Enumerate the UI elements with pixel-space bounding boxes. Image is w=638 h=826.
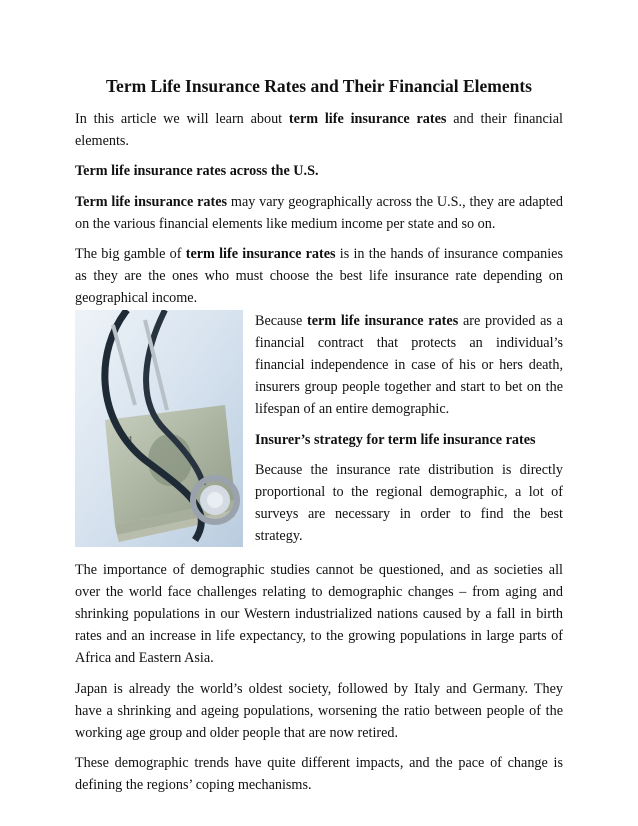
geography-text: may vary geographically across the U.S., they are adapted on the various financial elements like medium income per state and so on. — [75, 193, 563, 232]
contract-keyword: term life insurance rates — [306, 312, 459, 329]
intro-keyword: term life insurance rates — [288, 111, 447, 127]
svg-text:1: 1 — [127, 433, 134, 449]
section-heading-us — [75, 160, 563, 182]
trends-paragraph: These demographic trends have quite different impacts, and the pace of change is defining the regions’ coping mechanisms. — [75, 755, 563, 794]
gamble-keyword: term life insurance rates — [185, 246, 336, 263]
section-heading-us-text: Term life insurance rates across the U.S. — [75, 163, 319, 180]
page-title: Term Life Insurance Rates and Their Financial Elements — [105, 76, 532, 96]
section-heading-strategy-text: Insurer’s strategy for term life insurance rates — [255, 431, 536, 448]
stethoscope-illustration — [75, 310, 243, 547]
contract-text: Because — [255, 312, 307, 329]
japan-paragraph: Japan is already the world’s oldest society, followed by Italy and Germany. They have a shrinking and ageing populations, worsening the ratio between people of the working age group and older people that are now retired. — [75, 680, 563, 742]
gamble-paragraph — [75, 243, 563, 310]
distribution-paragraph: Because the insurance rate distribution is directly proportional to the regional demographic, a lot of surveys are necessary in order to find the best strategy. — [255, 461, 563, 545]
demographic-paragraph: The importance of demographic studies cannot be questioned, and as societies all over the world face challenges relating to demographic changes – from aging and shrinking populations in our Western industrialized nations caused by a fall in birth rates and an increase in life expectancy, to the growing populations in large parts of Africa and Eastern Asia. — [75, 561, 563, 667]
stethoscope-money-photo — [75, 310, 243, 547]
gamble-text: The big gamble of — [75, 246, 186, 263]
intro-text: In this article we will learn about — [75, 111, 289, 127]
intro-paragraph — [75, 108, 563, 152]
intro-text-end: and their financial elements. — [75, 111, 563, 150]
contract-text-end: are provided as a financial contract that protects an individual’s financial independence in case of his or hers death, insurers group people together and start to bet on the lifespan of an entire demographic. — [255, 312, 563, 418]
geography-keyword: Term life insurance rates — [75, 193, 228, 210]
geography-paragraph — [75, 191, 563, 235]
gamble-text-end: is in the hands of insurance companies as they are the ones who must choose the best life insurance rate depending on geographical income. — [75, 246, 563, 307]
image-text-block — [75, 310, 563, 551]
